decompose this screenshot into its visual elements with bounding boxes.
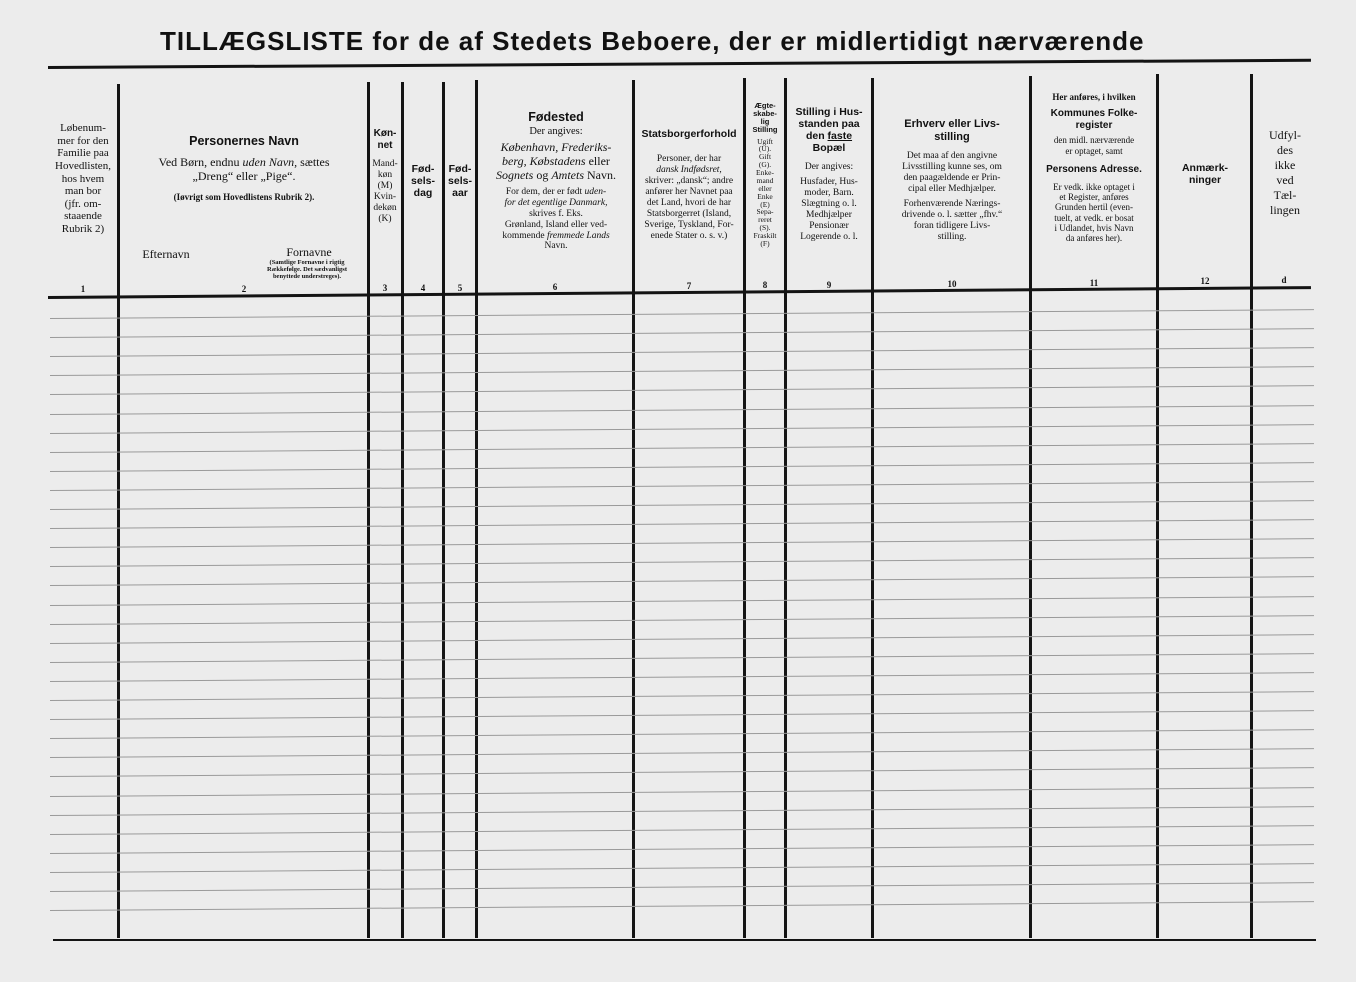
col5-header: Fød- sels- aar xyxy=(448,163,472,200)
entry-row-line xyxy=(50,882,1314,892)
col2-efternavn-label: Efternavn xyxy=(142,247,190,261)
entry-row-line xyxy=(50,825,1314,835)
col-divider-5 xyxy=(475,80,478,938)
entry-row-line xyxy=(50,500,1314,510)
col6-number: 6 xyxy=(552,282,558,292)
col3-header: Køn- net Mand- køn (M) Kvin- dekøn (K) xyxy=(372,128,398,224)
entry-row-line xyxy=(50,844,1314,854)
col2-instruction: Ved Børn, endnu uden Navn, sættes „Dreng“ eller „Pige“. xyxy=(158,155,330,184)
entry-row-line xyxy=(50,366,1314,376)
entry-row-line xyxy=(50,328,1314,338)
entry-row-line xyxy=(50,672,1314,682)
entry-row-line xyxy=(50,710,1314,720)
entry-row-line xyxy=(50,347,1314,357)
col11-number: 11 xyxy=(1089,278,1099,288)
entry-row-line xyxy=(50,538,1314,548)
col10-header: Erhverv eller Livs- stilling Det maa af den angivne Livsstilling kunne ses, om den paagældende er Prin- cipal eller Medhjælper. Forhenværende Nærings- drivende o. l. sætter „fhv.“ foran tidligere Livs- stilling. xyxy=(901,118,1003,242)
entry-row-line xyxy=(50,634,1314,644)
col2-title: Personernes Navn xyxy=(189,134,299,148)
entry-row-line xyxy=(50,557,1314,567)
col2-note: (Iøvrigt som Hovedlistens Rubrik 2). xyxy=(173,191,315,202)
entry-row-line xyxy=(50,576,1314,586)
entry-row-line xyxy=(50,691,1314,701)
cold-number: d xyxy=(1281,275,1287,285)
col-divider-4 xyxy=(442,82,445,938)
col12-number: 12 xyxy=(1200,276,1210,286)
entry-row-line xyxy=(50,462,1314,472)
col2-number: 2 xyxy=(241,284,247,294)
col2-header xyxy=(122,134,366,202)
col11-header: Her anføres, i hvilken Kommunes Folke- register den midl. nærværende er optaget, samt Personens Adresse. Er vedk. ikke optaget i et Register, anføres Grunden hertil (even- tuelt, at vedk. er bosat i Udlandet, hvis Navn da anføres her). xyxy=(1046,92,1142,244)
col4-number: 4 xyxy=(420,283,426,293)
entry-row-line xyxy=(50,519,1314,529)
col8-number: 8 xyxy=(762,280,768,290)
entry-row-line xyxy=(50,901,1314,911)
col8-header: Ægte- skabe- lig Stilling Ugift (U). Gift (G). Enke- mand eller Enke (E) Sepa- reret (S). Fraskilt (F) xyxy=(752,101,778,248)
entry-row-line xyxy=(50,424,1314,434)
col5-number: 5 xyxy=(457,283,463,293)
form-title: TILLÆGSLISTE for de af Stedets Beboere, der er midlertidigt nærværende xyxy=(160,26,1145,56)
entry-row-line xyxy=(50,729,1314,739)
col7-number: 7 xyxy=(686,281,692,291)
col3-number: 3 xyxy=(382,283,388,293)
entry-row-line xyxy=(50,748,1314,758)
entry-row-line xyxy=(50,596,1314,606)
entry-row-line xyxy=(50,615,1314,625)
entry-row-line xyxy=(50,787,1314,797)
col10-number: 10 xyxy=(947,279,957,289)
bottom-border xyxy=(53,939,1316,941)
entry-row-line xyxy=(50,767,1314,777)
entry-row-line xyxy=(50,385,1314,395)
col9-number: 9 xyxy=(826,280,832,290)
entry-row-line xyxy=(50,443,1314,453)
entry-row-line xyxy=(50,405,1314,415)
entry-row-line xyxy=(50,863,1314,873)
col4-header: Fød- sels- dag xyxy=(411,163,435,200)
col7-header: Statsborgerforhold Personer, der har dansk Indfødsret, skriver: „dansk“; andre anfører her Navnet paa det Land, hvori de har Statsborgerret (Island, Sverige, Tyskland, For- enede Stater o. s. v.) xyxy=(641,128,737,241)
col12-header: Anmærk- ninger xyxy=(1181,162,1229,187)
col1-header: Løbenum- mer for den Familie paa Hovedlisten, hos hvem man bor (jfr. om- staaende Rubrik 2) xyxy=(55,122,111,236)
col1-number: 1 xyxy=(80,284,86,294)
entry-row-line xyxy=(50,806,1314,816)
col2-fornavne-label: Fornavne xyxy=(286,245,332,259)
col2-fornavne-note: (Samtlige Fornavne i rigtig Rækkefølge. Det sædvanligst benyttede understreges). xyxy=(267,259,347,280)
cold-header: Udfyl- des ikke ved Tæl- lingen xyxy=(1269,128,1301,217)
top-border xyxy=(48,59,1311,69)
col6-header: Fødested Der angives: København, Frederiks- berg, Købstadens eller Sognets og Amtets Navn. For dem, der er født uden- for det egentlige Danmark, skrives f. Eks. Grønland, Island eller ved- kommende fremmede Lands Navn. xyxy=(495,110,616,252)
entry-row-line xyxy=(50,309,1314,319)
col-divider-11 xyxy=(1156,74,1159,938)
entry-row-line xyxy=(50,481,1314,491)
col-divider-12 xyxy=(1250,74,1253,938)
col9-header: Stilling i Hus- standen paa den faste Bopæl Der angives: Husfader, Hus- moder, Barn. Slægtning o. l. Medhjælper Pensionær Logerende o. l. xyxy=(795,106,863,242)
entry-row-line xyxy=(50,653,1314,663)
